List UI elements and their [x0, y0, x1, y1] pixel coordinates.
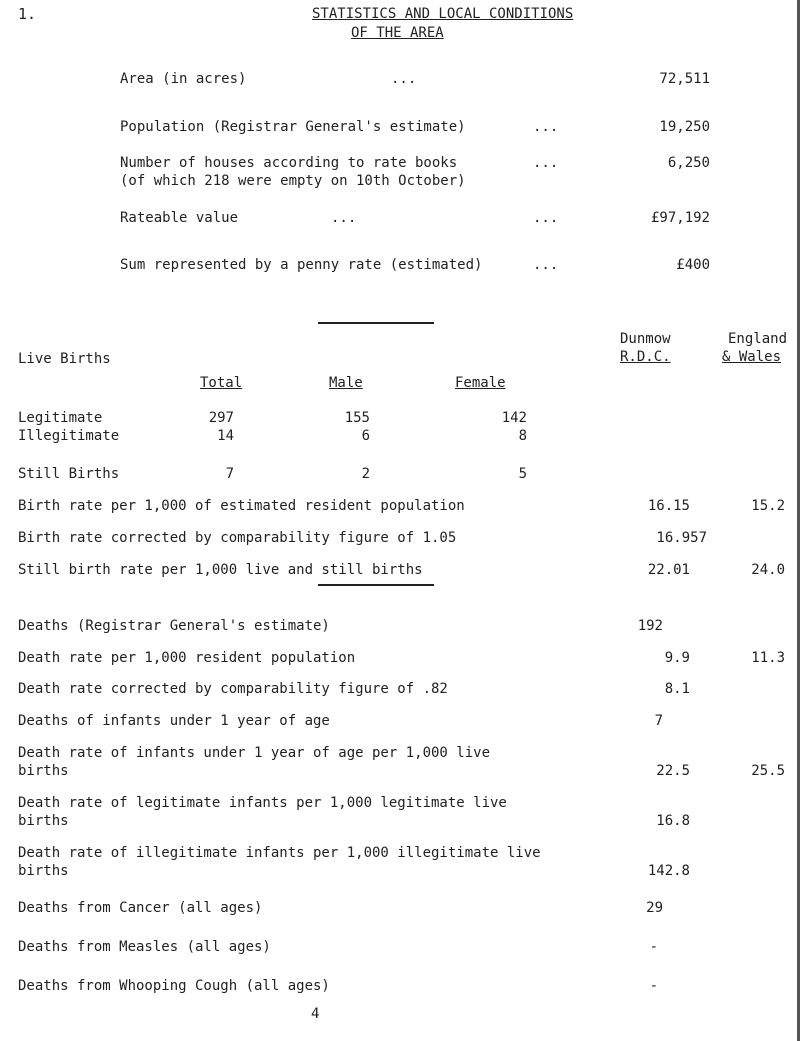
area-label: Area (in acres)	[120, 71, 247, 87]
still-birth-rate-label: Still birth rate per 1,000 live and still births	[18, 562, 423, 578]
divider	[318, 322, 434, 324]
births-row-male: 6	[361, 428, 370, 444]
rateable-dots-mid: ...	[331, 210, 357, 226]
legit-infant-rate-label: Death rate of legitimate infants per 1,000 legitimate live	[18, 795, 507, 811]
divider	[318, 584, 434, 586]
illegit-infant-rate-label: Death rate of illegitimate infants per 1,000 illegitimate live	[18, 845, 541, 861]
penny-rate-value: £400	[676, 257, 710, 273]
illegit-infant-rate-dunmow: 142.8	[647, 863, 690, 879]
population-value: 19,250	[659, 119, 710, 135]
birth-rate-label: Birth rate per 1,000 of estimated resident population	[18, 498, 465, 514]
births-row-total: 297	[208, 410, 234, 426]
birth-rate-england: 15.2	[751, 498, 785, 514]
birth-rate-dunmow: 16.15	[647, 498, 690, 514]
death-rate-label: Death rate per 1,000 resident population	[18, 650, 356, 666]
death-rate-dunmow: 9.9	[664, 650, 690, 666]
still-birth-rate-england: 24.0	[751, 562, 785, 578]
illegit-infant-rate-label-cont: births	[18, 863, 69, 879]
births-row-male: 155	[344, 410, 370, 426]
england-header-2: & Wales	[722, 349, 782, 365]
births-row-label: Still Births	[18, 466, 120, 482]
births-row-total: 7	[225, 466, 234, 482]
whooping-cough-deaths-label: Deaths from Whooping Cough (all ages)	[18, 978, 330, 994]
infant-death-rate-dunmow: 22.5	[656, 763, 690, 779]
houses-label-cont: (of which 218 were empty on 10th October)	[120, 173, 466, 189]
still-birth-rate-dunmow: 22.01	[647, 562, 690, 578]
births-header-female: Female	[455, 375, 506, 391]
live-births-title: Live Births	[18, 351, 111, 367]
penny-rate-dots: ...	[533, 257, 559, 273]
infant-death-rate-label-cont: births	[18, 763, 69, 779]
page-title: STATISTICS AND LOCAL CONDITIONS	[312, 6, 574, 22]
penny-rate-label: Sum represented by a penny rate (estimated)	[120, 257, 483, 273]
legit-infant-rate-dunmow: 16.8	[656, 813, 690, 829]
houses-label: Number of houses according to rate books	[120, 155, 458, 171]
dunmow-header-1: Dunmow	[620, 331, 671, 347]
death-rate-corrected-dunmow: 8.1	[664, 681, 690, 697]
death-rate-england: 11.3	[751, 650, 785, 666]
england-header-1: England	[728, 331, 788, 347]
infant-deaths-label: Deaths of infants under 1 year of age	[18, 713, 330, 729]
rateable-label: Rateable value	[120, 210, 239, 226]
deaths-label: Deaths (Registrar General's estimate)	[18, 618, 330, 634]
infant-deaths-dunmow: 7	[654, 713, 663, 729]
cancer-deaths-dunmow: 29	[646, 900, 663, 916]
houses-value: 6,250	[667, 155, 710, 171]
rateable-value: £97,192	[650, 210, 710, 226]
measles-deaths-label: Deaths from Measles (all ages)	[18, 939, 271, 955]
section-number: 1.	[18, 5, 37, 23]
births-row-female: 142	[501, 410, 527, 426]
area-dots: ...	[391, 71, 417, 87]
houses-dots: ...	[533, 155, 559, 171]
page-subtitle: OF THE AREA	[351, 25, 444, 41]
birth-rate-corrected-dunmow: 16.957	[656, 530, 707, 546]
births-row-male: 2	[361, 466, 370, 482]
births-row-female: 5	[518, 466, 527, 482]
page-number: 4	[311, 1006, 320, 1022]
infant-death-rate-label: Death rate of infants under 1 year of age per 1,000 live	[18, 745, 491, 761]
population-dots: ...	[533, 119, 559, 135]
births-row-total: 14	[217, 428, 234, 444]
births-row-female: 8	[518, 428, 527, 444]
measles-deaths-dunmow: -	[649, 939, 658, 955]
whooping-cough-deaths-dunmow: -	[649, 978, 658, 994]
births-row-label: Legitimate	[18, 410, 103, 426]
death-rate-corrected-label: Death rate corrected by comparability figure of .82	[18, 681, 448, 697]
rateable-dots: ...	[533, 210, 559, 226]
birth-rate-corrected-label: Birth rate corrected by comparability figure of 1.05	[18, 530, 457, 546]
cancer-deaths-label: Deaths from Cancer (all ages)	[18, 900, 263, 916]
births-row-label: Illegitimate	[18, 428, 120, 444]
births-header-male: Male	[329, 375, 363, 391]
population-label: Population (Registrar General's estimate)	[120, 119, 466, 135]
dunmow-header-2: R.D.C.	[620, 349, 671, 365]
area-value: 72,511	[659, 71, 710, 87]
births-header-total: Total	[200, 375, 243, 391]
legit-infant-rate-label-cont: births	[18, 813, 69, 829]
deaths-dunmow: 192	[637, 618, 663, 634]
infant-death-rate-england: 25.5	[751, 763, 785, 779]
